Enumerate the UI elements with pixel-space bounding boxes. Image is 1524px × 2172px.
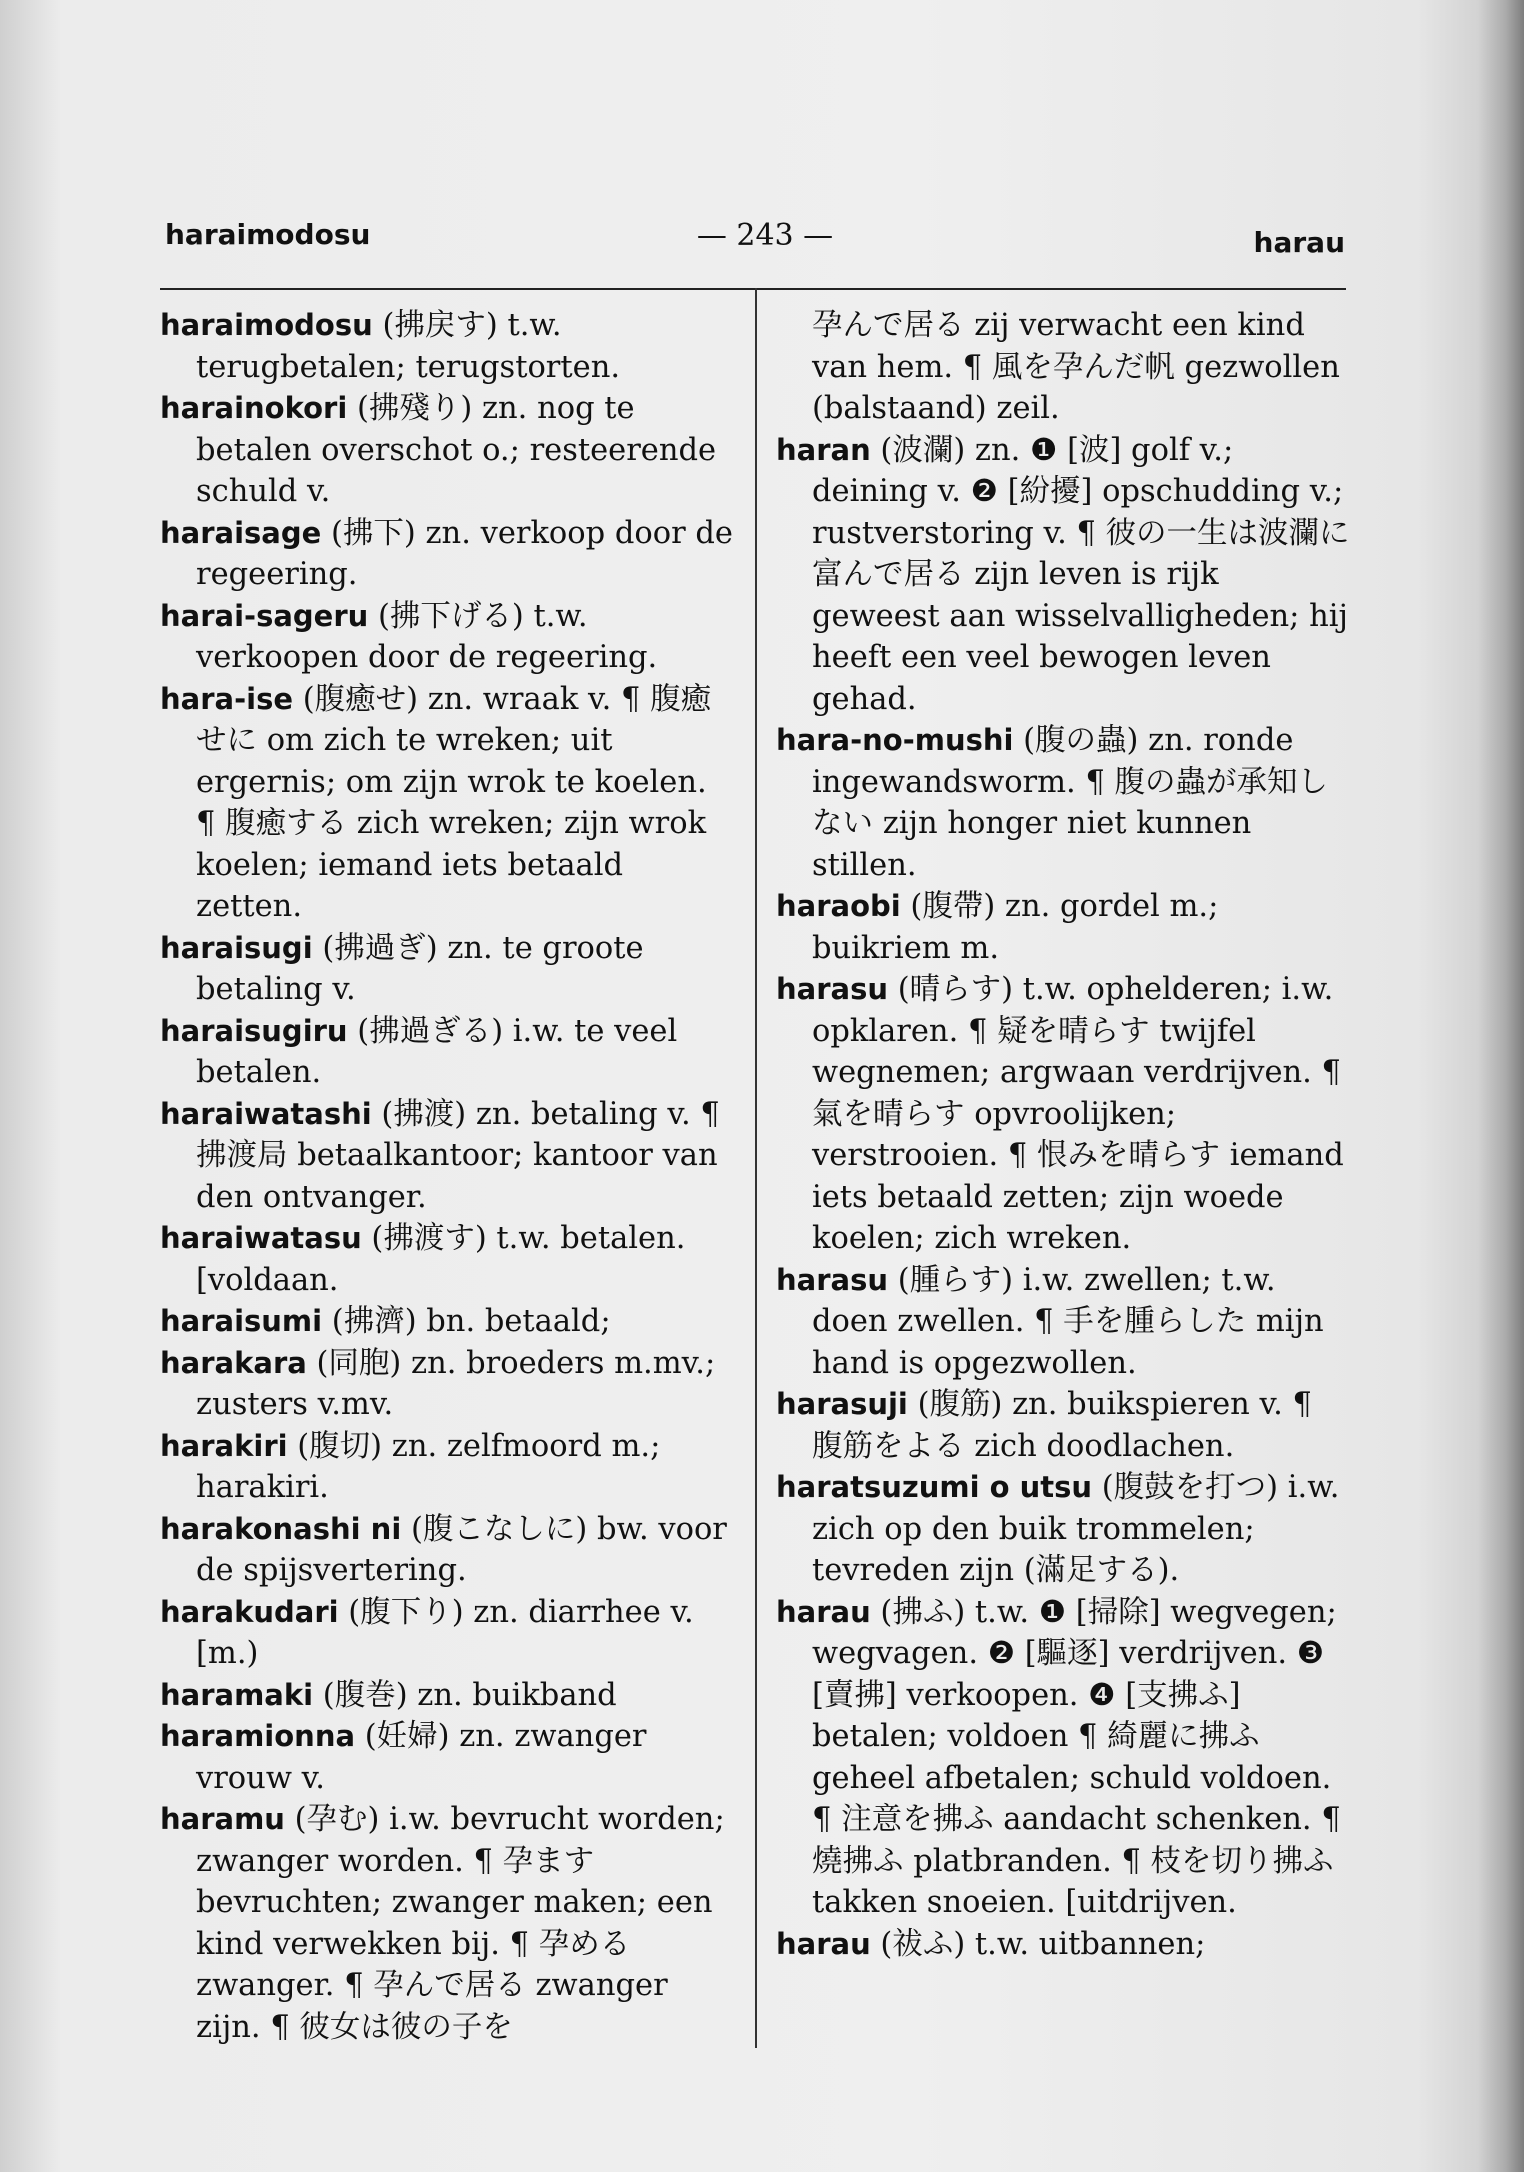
entry-definition: (腹鼓を打つ) i.w. zich op den buik trommelen; tevreden zijn (滿足する). <box>812 1470 1340 1588</box>
dictionary-entry <box>776 1260 1351 1385</box>
entry-headword: harai-sageru <box>160 598 369 633</box>
entry-headword: haraimodosu <box>160 308 373 342</box>
entry-headword: harasuji <box>776 1387 908 1421</box>
entry-definition: (腹下り) zn. diarrhee v. [m.) <box>196 1594 694 1671</box>
entry-definition: (孕む) i.w. bevrucht worden; zwanger worden. ¶ 孕ます bevruchten; zwanger maken; een kind verwekken bij. ¶ 孕める zwanger. ¶ 孕んで居る zwanger zijn. ¶ 彼女は彼の子を <box>196 1802 725 2045</box>
dictionary-entry <box>160 1426 735 1509</box>
left-column <box>160 305 735 2048</box>
dictionary-entry <box>776 720 1351 886</box>
dictionary-entry <box>160 305 735 388</box>
dictionary-entry <box>160 388 735 513</box>
entry-headword: haraisumi <box>160 1304 323 1338</box>
dictionary-entry <box>160 1509 735 1592</box>
entry-headword: haratsuzumi o utsu <box>776 1470 1093 1504</box>
entry-headword: harakara <box>160 1345 307 1380</box>
entry-headword: harakiri <box>160 1428 288 1463</box>
right-column <box>776 305 1351 1965</box>
dictionary-entry <box>160 513 735 596</box>
entry-headword: haraiwatasu <box>160 1221 362 1255</box>
dictionary-entry <box>160 596 735 679</box>
entry-definition: (拂殘り) zn. nog te betalen overschot o.; resteerende schuld v. <box>196 391 717 509</box>
entry-definition: (拂渡) zn. betaling v. ¶ 拂渡局 betaalkantoor; kantoor van den ontvanger. <box>196 1096 720 1215</box>
entry-definition: (腹筋) zn. buikspieren v. ¶ 腹筋をよる zich doodlachen. <box>812 1387 1312 1464</box>
dictionary-entry <box>776 1467 1351 1592</box>
entry-definition: (腹切) zn. zelfmoord m.; harakiri. <box>196 1428 661 1505</box>
entry-definition: (腫らす) i.w. zwellen; t.w. doen zwellen. ¶ 手を腫らした mijn hand is opgezwollen. <box>812 1262 1324 1381</box>
entry-definition: (拂濟) bn. betaald; <box>322 1304 611 1339</box>
entry-definition: (拂過ぎる) i.w. te veel betalen. <box>196 1013 678 1090</box>
entry-definition: (拂過ぎ) zn. te groote betaling v. <box>196 930 644 1007</box>
entry-definition: (拂戻す) t.w. terugbetalen; terugstorten. <box>196 308 621 385</box>
entry-headword: harasu <box>776 1262 888 1297</box>
entry-headword: haraisugiru <box>160 1013 348 1048</box>
entry-definition: 孕んで居る zij verwacht een kind van hem. ¶ 風を孕んだ帆 gezwollen (balstaand) zeil. <box>812 308 1340 426</box>
header-rule <box>160 288 1346 290</box>
entry-headword: harakudari <box>160 1594 339 1629</box>
entry-definition: (拂下) zn. verkoop door de regeering. <box>196 515 733 592</box>
entry-headword: harasu <box>776 972 888 1006</box>
dictionary-entry <box>160 1218 735 1301</box>
entry-definition: (腹帶) zn. gordel m.; buikriem m. <box>812 889 1219 966</box>
entry-definition: (晴らす) t.w. ophelderen; i.w. opklaren. ¶ 疑を晴らす twijfel wegnemen; argwaan verdrijven. ¶ 氣を晴らす opvroolijken; verstrooien. ¶ 恨みを晴らす iemand iets betaald zetten; zijn woede koelen; zich wreken. <box>812 972 1344 1256</box>
dictionary-entry <box>776 305 1351 430</box>
entry-headword: haraobi <box>776 889 901 923</box>
dictionary-entry <box>160 1799 735 2048</box>
entry-definition: (拂渡す) t.w. betalen. [voldaan. <box>196 1221 686 1298</box>
dictionary-entry <box>160 928 735 1011</box>
entry-headword: hara-no-mushi <box>776 723 1014 757</box>
dictionary-entry <box>776 430 1351 721</box>
dictionary-entry <box>160 1343 735 1426</box>
dictionary-entry <box>160 1716 735 1799</box>
entry-headword: haran <box>776 432 871 467</box>
entry-headword: harau <box>776 1926 871 1961</box>
dictionary-entry <box>160 679 735 928</box>
dictionary-entry <box>160 1094 735 1219</box>
entry-definition: (波瀾) zn. ❶ [波] golf v.; deining v. ❷ [紛擾] opschudding v.; rustverstoring v. ¶ 彼の一生は波瀾に富んで居る zijn leven is rijk geweest aan wisselvalligheden; hij heeft een veel bewogen leven gehad. <box>812 432 1350 717</box>
dictionary-entry <box>776 886 1351 969</box>
entry-definition: (妊婦) zn. zwanger vrouw v. <box>196 1719 647 1796</box>
dictionary-entry <box>776 1592 1351 1924</box>
dictionary-entry <box>160 1592 735 1675</box>
left-running-headword: haraimodosu <box>165 218 371 251</box>
dictionary-entry <box>776 1384 1351 1467</box>
entry-definition: (腹巻) zn. buikband <box>313 1677 617 1713</box>
entry-headword: haramionna <box>160 1719 356 1753</box>
entry-headword: haramaki <box>160 1677 314 1712</box>
entry-headword: haraiwatashi <box>160 1096 372 1131</box>
entry-definition: (腹こなしに) bw. voor de spijsvertering. <box>196 1511 727 1588</box>
entry-headword: haraisugi <box>160 930 313 965</box>
entry-definition: (同胞) zn. broeders m.mv.; zusters v.mv. <box>196 1345 716 1422</box>
entry-headword: haraisage <box>160 515 322 550</box>
entry-headword: harakonashi ni <box>160 1511 402 1546</box>
dictionary-entry <box>160 1675 735 1717</box>
entry-definition: (祓ふ) t.w. uitbannen; <box>870 1926 1206 1962</box>
page-header <box>165 218 1345 268</box>
entry-definition: (腹の蟲) zn. ronde ingewandsworm. ¶ 腹の蟲が承知しない zijn honger niet kunnen stillen. <box>812 723 1329 883</box>
page-number: — 243 — <box>696 218 834 253</box>
dictionary-entry <box>776 969 1351 1260</box>
entry-definition: (拂ふ) t.w. ❶ [掃除] wegvegen; wegvagen. ❷ [驅逐] verdrijven. ❸ [賣拂] verkoopen. ❹ [支拂ふ] betalen; voldoen ¶ 綺麗に拂ふ geheel afbetalen; schuld voldoen. ¶ 注意を拂ふ aandacht schenken. ¶ 燒拂ふ platbranden. ¶ 枝を切り拂ふ takken snoeien. [uitdrijven. <box>812 1594 1341 1920</box>
right-running-headword: harau <box>1253 226 1345 259</box>
dictionary-entry <box>160 1011 735 1094</box>
entry-headword: hara-ise <box>160 681 293 716</box>
entry-definition: (腹癒せ) zn. wraak v. ¶ 腹癒せに om zich te wreken; uit ergernis; om zijn wrok te koelen. ¶ 腹癒する zich wreken; zijn wrok koelen; iemand iets betaald zetten. <box>196 681 712 924</box>
page-spine-shadow <box>1478 0 1524 2172</box>
entry-headword: harau <box>776 1594 871 1629</box>
dictionary-entry <box>776 1924 1351 1966</box>
entry-definition: (拂下げる) t.w. verkoopen door de regeering. <box>196 598 658 675</box>
entry-headword: haramu <box>160 1802 285 1836</box>
column-divider <box>755 288 757 2048</box>
entry-headword: harainokori <box>160 391 348 425</box>
dictionary-entry <box>160 1301 735 1343</box>
